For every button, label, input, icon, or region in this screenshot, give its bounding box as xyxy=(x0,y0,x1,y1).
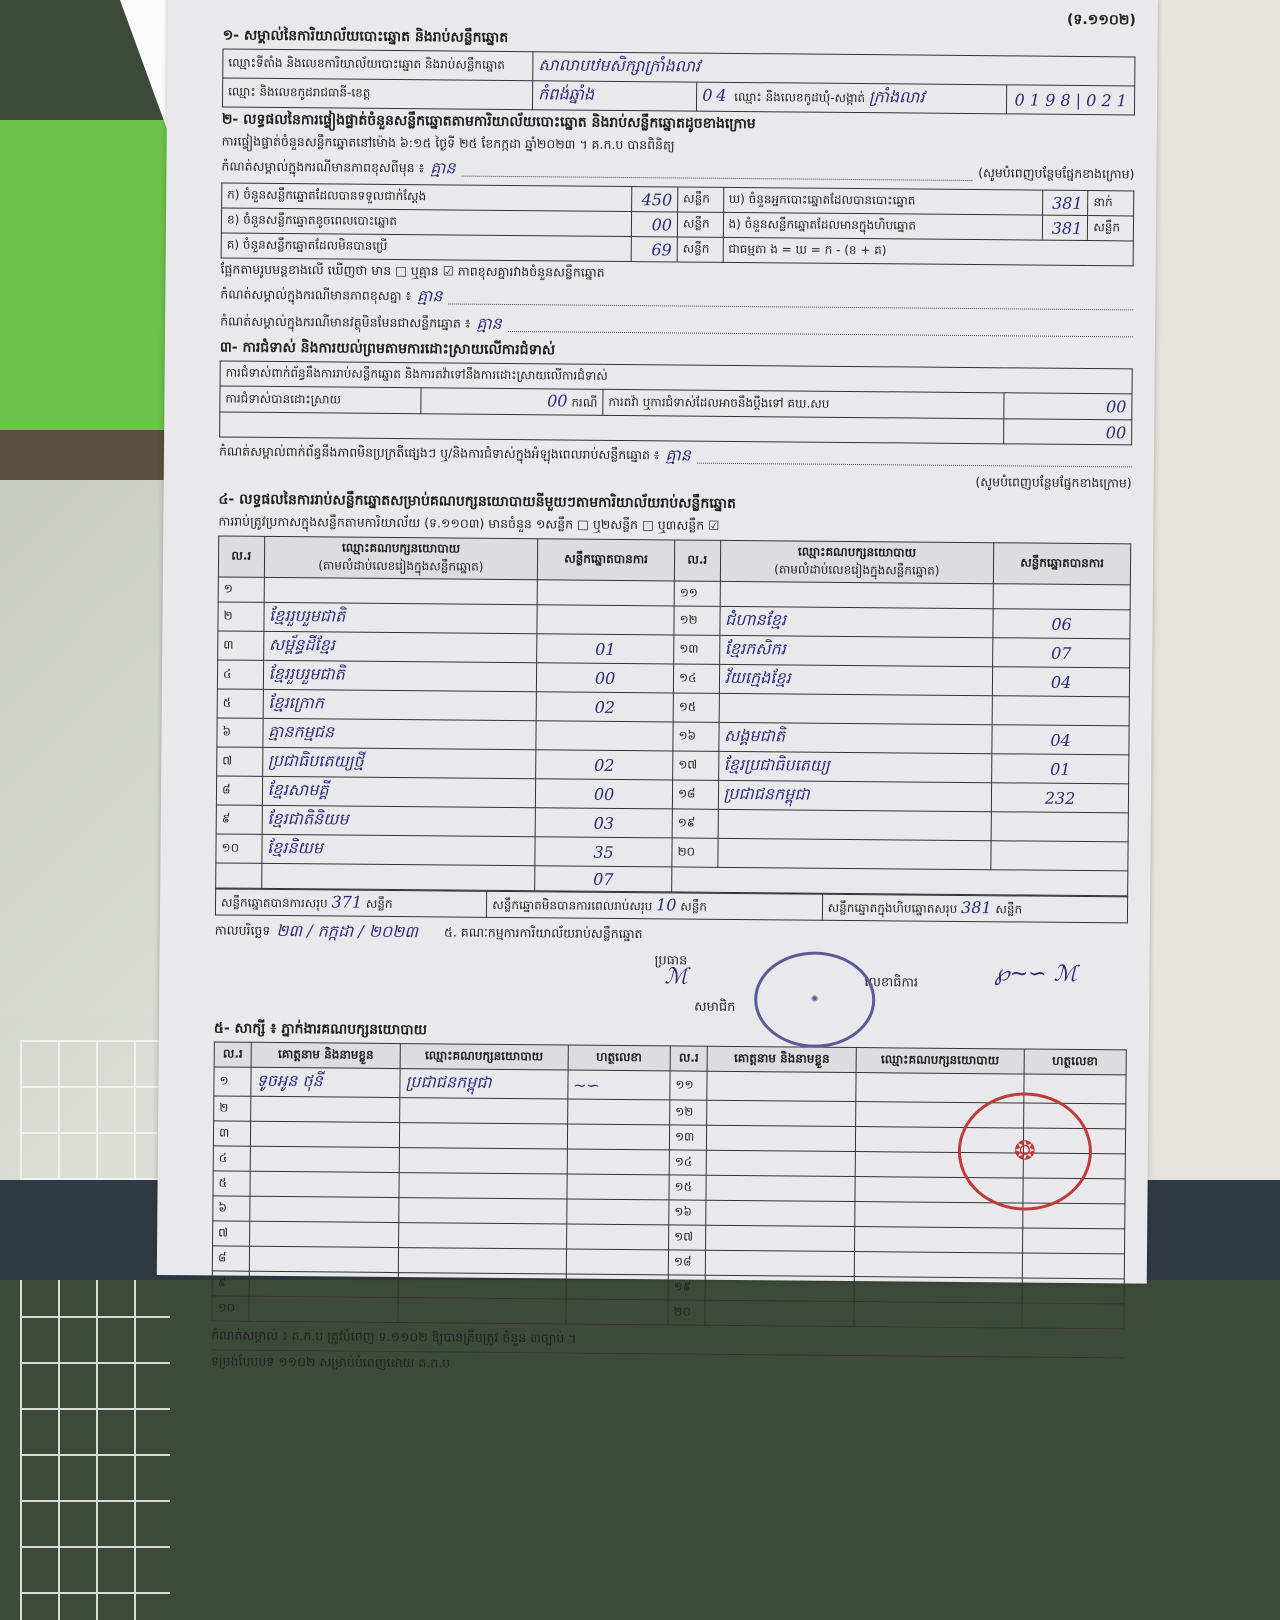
party-left-name xyxy=(264,577,538,604)
witness-right-no: ១៣ xyxy=(669,1125,706,1150)
part3-note-label: កំណត់សម្គាល់ពាក់ព័ន្ធនឹងភាពមិនប្រក្រតីផ្សេងៗ ឬ/និងការជំទាស់ក្នុងអំឡុងពេលរាប់សន្លឹកឆ្នោត ៖ xyxy=(218,442,660,462)
row-a-label: ក) ចំនួនសន្លឹកឆ្នោតដែលបានទទួលជាក់ស្តែង xyxy=(222,183,633,212)
party-right-name xyxy=(720,581,994,608)
party-right-name: វ័យក្មេងខ្មែរ xyxy=(719,664,993,695)
objection-header: ការជំទាស់ពាក់ព័ន្ធនឹងការរាប់សន្លឹកឆ្នោត និងការតវ៉ាទៅនឹងការដោះស្រាយលើការជំទាស់ xyxy=(220,361,1132,394)
witness-left-party xyxy=(399,1198,567,1224)
witness-right-no: ២០ xyxy=(668,1300,705,1325)
party-left-votes: 00 xyxy=(536,779,673,809)
witness-right-name xyxy=(705,1300,854,1326)
objection-table xyxy=(219,360,1133,445)
commune-label: ឈ្មោះ និងលេខកូដឃុំ-សង្កាត់ xyxy=(734,89,866,106)
witness-right-no: ១៧ xyxy=(668,1225,705,1250)
party-right-no: ១៩ xyxy=(672,809,718,838)
commune-code-0: 0 xyxy=(1014,89,1025,109)
witness-right-name xyxy=(707,1100,856,1126)
chair-signature: ℳ xyxy=(664,964,689,990)
witness-left-party xyxy=(400,1123,568,1149)
w-col-name-left: គោត្តនាម និងនាមខ្លួន xyxy=(251,1042,400,1068)
witness-right-sign xyxy=(1022,1228,1125,1254)
footer-note: កំណត់សម្គាល់ ៖ គ.ក.ប ត្រូវបំពេញ ទ.១១០២ ឱ្យបានត្រឹមត្រូវ ចំនួន ៣ច្បាប់ ។ xyxy=(211,1327,577,1346)
party-left-no: ៦ xyxy=(217,718,263,747)
party-left-no: ១ xyxy=(218,577,264,602)
witness-left-name xyxy=(250,1221,399,1247)
appeal-label: ការតវ៉ា ឬការជំទាស់ដែលអាចនឹងប្តឹងទៅ គឃ.សប xyxy=(603,389,1005,419)
diff-note-value: គ្មាន xyxy=(417,286,443,306)
party-left-votes: 03 xyxy=(535,808,672,838)
witness-right-party xyxy=(854,1277,1022,1303)
witness-left-name xyxy=(250,1171,399,1197)
part4-sub-line: ការរាប់ត្រូវប្រកាសក្នុងសន្លឹកតាមការិយាល័យ (ទ.១១០៣) មានចំនួន ១សន្លឹក □ ឬ២សន្លឹក □ ឬ៣សន្លឹក ☑ xyxy=(218,513,720,533)
station-info-table: ឈ្មោះទីតាំង និងលេខការិយាល័យបោះឆ្នោត និងរាប់សន្លឹកឆ្នោត សាលាបឋមសិក្សាក្រាំងលាវ ឈ្មោះ និងលេខកូដរាជធានី-ខេត្ត កំពង់ឆ្នាំង 0 4 ឈ្មោះ និងលេខកូដឃុំ-សង្កាត់ ក្រាំងលាវ 0 1 9 8 | 0 2 1 xyxy=(222,48,1135,115)
witness-right-name xyxy=(706,1150,855,1176)
witness-left-no: ៥ xyxy=(213,1171,250,1196)
col-party-left: ឈ្មោះគណបក្សនយោបាយ xyxy=(341,540,461,556)
witness-left-party: ប្រជាជនកម្ពុជា xyxy=(400,1069,568,1099)
party-right-name: ប្រជាជនកម្ពុជា xyxy=(718,780,992,811)
witness-left-sign xyxy=(567,1099,670,1125)
station-code-2: 1 xyxy=(1116,90,1127,110)
party-right-votes: 04 xyxy=(992,725,1129,755)
party-right-votes xyxy=(992,696,1129,726)
party-right-no: ១៨ xyxy=(672,780,718,809)
party-right-no: ១៦ xyxy=(673,722,719,751)
ballot-summary-table xyxy=(221,182,1135,266)
witness-left-name xyxy=(251,1121,400,1147)
witness-right-name xyxy=(705,1275,854,1301)
party-left-extra-name xyxy=(261,863,535,890)
witness-left-name xyxy=(249,1296,398,1322)
total-invalid-label: សន្លឹកឆ្នោតមិនបានការពេលរាប់សរុប xyxy=(492,897,653,914)
witness-left-party xyxy=(400,1098,568,1124)
party-right-no: ២០ xyxy=(672,838,718,867)
witness-left-sign xyxy=(566,1224,669,1250)
signature-area xyxy=(214,946,1128,1024)
total-box-value: 381 xyxy=(960,897,992,918)
party-left-votes xyxy=(536,721,673,751)
witness-left-no: ៤ xyxy=(213,1146,250,1171)
party-right-votes: 07 xyxy=(993,638,1130,668)
province-code-1: 4 xyxy=(716,85,727,105)
party-right-name: ខ្មែរកសិករ xyxy=(719,635,993,666)
party-right-name: ជំហានខ្មែរ xyxy=(719,606,993,637)
witness-left-name xyxy=(250,1146,399,1172)
station-code-0: 0 xyxy=(1086,90,1097,110)
date-label: កាលបរិច្ឆេទ xyxy=(214,921,271,938)
witness-left-party xyxy=(399,1173,567,1199)
party-right-no: ១៥ xyxy=(673,693,719,722)
party-left-no: ៤ xyxy=(217,660,263,689)
witness-right-party xyxy=(854,1252,1022,1278)
witness-left-name xyxy=(249,1271,398,1297)
committee-seal: ✺ xyxy=(754,951,876,1048)
party-left-name: ខ្មែរជាតិនិយម xyxy=(262,805,536,836)
ballot-count-form xyxy=(157,0,1158,1371)
witness-right-no: ១៤ xyxy=(669,1150,706,1175)
appeal-value-1: 00 xyxy=(1105,397,1127,417)
witness-left-no: ៧ xyxy=(213,1221,250,1246)
part2-title: ២- លទ្ធផលនៃការផ្ទៀងផ្ទាត់ចំនួនសន្លឹកឆ្នោតតាមការិយាល័យបោះឆ្នោត និងរាប់សន្លឹកឆ្នោតដូចខាងក្រោម xyxy=(221,111,756,133)
row-e-unit: សន្លឹក xyxy=(1088,216,1134,241)
party-left-name: សម្ព័ន្ធដីខ្មែរ xyxy=(263,631,537,662)
col-votes-right: សន្លឹកឆ្នោតបានការ xyxy=(994,543,1131,585)
party-left-name: ប្រជាធិបតេយ្យថ្មី xyxy=(262,747,536,778)
witness-left-no: ៦ xyxy=(213,1196,250,1221)
witness-left-no: ១០ xyxy=(212,1296,249,1321)
resolved-value: 00 xyxy=(547,391,568,411)
party-right-votes xyxy=(991,841,1128,871)
party-left-no: ៣ xyxy=(218,631,264,660)
party-left-no: ៥ xyxy=(217,689,263,718)
party-left-no: ២ xyxy=(218,602,264,631)
row-c-unit: សន្លឹក xyxy=(677,237,723,262)
party-left-name: ខ្មែរក្រោក xyxy=(263,689,537,720)
witness-left-no: ៣ xyxy=(213,1121,250,1146)
witness-right-name xyxy=(706,1200,855,1226)
commune-value: ក្រាំងលាវ xyxy=(868,87,925,107)
irreg-note-value: គ្មាន xyxy=(476,313,502,333)
row-b-value: 00 xyxy=(632,212,678,237)
witness-left-sign xyxy=(567,1174,670,1200)
party-right-no: ១៤ xyxy=(673,664,719,693)
province-value: កំពង់ឆ្នាំង xyxy=(533,81,697,111)
formula: ជាធម្មតា ង = ឃ = ក - (ខ + គ) xyxy=(723,237,1134,266)
party-left-no: ៨ xyxy=(216,776,262,805)
polling-label: ឈ្មោះទីតាំង និងលេខការិយាល័យបោះឆ្នោត និងរាប់សន្លឹកឆ្នោត xyxy=(223,49,533,81)
member-label: សមាជិក xyxy=(694,999,736,1015)
part5-title: ៥- សាក្សី ៖ ភ្នាក់ងារគណបក្សនយោបាយ xyxy=(213,1020,428,1039)
col-party-right: ឈ្មោះគណបក្សនយោបាយ xyxy=(797,544,917,560)
row-d-unit: នាក់ xyxy=(1088,191,1134,216)
witness-left-party xyxy=(398,1248,566,1274)
witness-right-no: ១១ xyxy=(670,1071,707,1100)
province-label: ឈ្មោះ និងលេខកូដរាជធានី-ខេត្ត xyxy=(222,78,532,110)
row-a-unit: សន្លឹក xyxy=(678,187,724,212)
total-valid-unit: សន្លឹក xyxy=(365,896,393,911)
party-right-votes: 04 xyxy=(993,667,1130,697)
party-left-extra-votes: 07 xyxy=(535,866,672,892)
compare-line: ផ្អែកតាមរូបមន្តខាងលើ ឃើញថា មាន □ ឬគ្មាន ☑ ភាពខុសគ្នារវាងចំនួនសន្លឹកឆ្នោត xyxy=(220,261,605,280)
party-left-votes: 35 xyxy=(535,837,672,867)
col-no-left: ល.រ xyxy=(218,536,264,577)
w-col-no-right: ល.រ xyxy=(670,1046,707,1071)
resolved-label: ការជំទាស់បានដោះស្រាយ xyxy=(220,386,421,414)
part4-title: ៤- លទ្ធផលនៃការរាប់សន្លឹកឆ្នោតសម្រាប់គណបក្សនយោបាយនីមួយៗតាមការិយាល័យរាប់សន្លឹកឆ្នោត xyxy=(218,491,736,512)
diff-note-label: កំណត់សម្គាល់ក្នុងករណីមានភាពខុសគ្នា ៖ xyxy=(220,285,412,303)
col-party-sub-left: (តាមលំដាប់លេខរៀងក្នុងសន្លឹកឆ្នោត) xyxy=(318,558,484,574)
party-right-votes xyxy=(993,584,1130,610)
part1-title: ១- សម្គាល់នៃការិយាល័យបោះឆ្នោត និងរាប់សន្លឹកឆ្នោត xyxy=(222,27,509,46)
party-right-no: ១៧ xyxy=(673,751,719,780)
witness-left-no: ២ xyxy=(214,1096,251,1121)
party-left-votes xyxy=(537,580,674,606)
witness-left-party xyxy=(398,1273,566,1299)
party-left-votes: 02 xyxy=(536,692,673,722)
party-right-name xyxy=(718,809,992,840)
w-col-sign-left: ហត្ថលេខា xyxy=(568,1045,671,1071)
witness-right-name xyxy=(706,1175,855,1201)
party-right-no: ១៣ xyxy=(674,635,720,664)
part3-title: ៣- ការជំទាស់ និងការយល់ព្រមតាមការដោះស្រាយលើការជំទាស់ xyxy=(219,339,556,359)
commune-code-3: 8 xyxy=(1060,90,1071,110)
party-left-name: គ្មានកម្មជន xyxy=(262,718,536,749)
row-b-unit: សន្លឹក xyxy=(677,212,723,237)
row-c-value: 69 xyxy=(632,237,678,262)
witness-left-name xyxy=(250,1246,399,1272)
witness-right-no: ១៦ xyxy=(669,1200,706,1225)
witness-left-no: ៨ xyxy=(212,1246,249,1271)
witness-left-name xyxy=(250,1196,399,1222)
party-right-no: ១២ xyxy=(674,606,720,635)
party-left-no: ៩ xyxy=(216,805,262,834)
footer-form: ទម្រង់បែបបទ ១១០២ សម្រាប់បំពេញដោយ គ.ក.ប xyxy=(210,1353,451,1371)
witness-left-name: ទូចអូន ថុនី xyxy=(251,1067,400,1097)
chair-label: ប្រធាន xyxy=(654,953,688,969)
witness-right-no: ១៨ xyxy=(668,1250,705,1275)
w-col-no-left: ល.រ xyxy=(214,1042,251,1067)
party-right-votes: 06 xyxy=(993,609,1130,639)
secretary-label: លេខាធិការ xyxy=(864,975,919,991)
witness-left-sign xyxy=(567,1149,670,1175)
row-e-value: 381 xyxy=(1042,215,1088,240)
party-left-votes: 01 xyxy=(537,634,674,664)
witness-left-sign xyxy=(566,1274,669,1300)
party-right-no: ១១ xyxy=(674,581,720,606)
witness-right-no: ១៩ xyxy=(668,1275,705,1300)
row-d-label: ឃ) ចំនួនអ្នកបោះឆ្នោតដែលបានបោះឆ្នោត xyxy=(723,187,1042,215)
witness-left-name xyxy=(251,1096,400,1122)
party-votes-table xyxy=(215,535,1131,896)
red-official-stamp: ❂ xyxy=(957,1092,1092,1211)
witness-right-name xyxy=(707,1125,856,1151)
witness-right-no: ១៥ xyxy=(669,1175,706,1200)
row-c-label: គ) ចំនួនសន្លឹកឆ្នោតដែលមិនបានប្រើ xyxy=(221,233,632,262)
total-box-unit: សន្លឹក xyxy=(995,902,1023,917)
note-label: កំណត់សម្គាល់ក្នុងករណីមានភាពខុសពីមុន ៖ xyxy=(221,157,425,175)
total-invalid-value: 10 xyxy=(656,895,677,915)
party-left-votes xyxy=(537,605,674,635)
witness-right-no: ១២ xyxy=(670,1100,707,1125)
note-value: គ្មាន xyxy=(430,158,456,178)
party-left-no: ១០ xyxy=(216,834,262,863)
party-left-votes: 00 xyxy=(537,663,674,693)
party-left-votes: 02 xyxy=(536,750,673,780)
party-right-name xyxy=(719,693,993,724)
witness-left-party xyxy=(399,1223,567,1249)
witness-right-sign xyxy=(1021,1303,1124,1329)
time-line: ការផ្ទៀងផ្ទាត់ចំនួនសន្លឹកឆ្នោតនៅម៉ោង ៦:១៥ ថ្ងៃទី ២៥ ខែកក្កដា ឆ្នាំ២០២៣ ។ គ.ក.ប បានពិនិត្យ xyxy=(221,133,675,153)
witness-left-sign xyxy=(567,1124,670,1150)
w-col-name-right: គោត្តនាម និងនាមខ្លួន xyxy=(707,1046,856,1072)
secretary-signature: ℘~∽ ℳ xyxy=(994,961,1078,987)
witness-left-sign: ~∽ xyxy=(567,1070,670,1100)
row-b-label: ខ) ចំនួនសន្លឹកឆ្នោតខូចពេលបោះឆ្នោត xyxy=(221,208,632,237)
row-e-label: ង) ចំនួនសន្លឹកឆ្នោតដែលមានក្នុងហិបឆ្នោត xyxy=(723,212,1042,240)
party-right-votes xyxy=(991,812,1128,842)
date-value: ២៣ / កក្កដា / ២០២៣ xyxy=(276,920,419,942)
form-code: (ទ.១១០២) xyxy=(1067,11,1136,29)
witness-left-party xyxy=(399,1148,567,1174)
row-d-value: 381 xyxy=(1042,190,1088,215)
party-right-name xyxy=(717,838,991,869)
fill-hint: (សូមបំពេញបន្ថែមផ្នែកខាងក្រោម) xyxy=(978,164,1135,181)
col-no-right: ល.រ xyxy=(674,540,720,581)
w-col-party-right: ឈ្មោះគណបក្សនយោបាយ xyxy=(856,1048,1024,1074)
party-right-name: ខ្មែរប្រជាធិបតេយ្យ xyxy=(718,751,992,782)
w-col-sign-right: ហត្ថលេខា xyxy=(1024,1049,1127,1075)
witness-left-sign xyxy=(566,1199,669,1225)
part3-note-value: គ្មាន xyxy=(665,445,691,465)
party-left-name: ខ្មែរនិយម xyxy=(261,834,535,865)
witness-left-party xyxy=(398,1298,566,1324)
total-invalid-unit: សន្លឹក xyxy=(680,899,708,914)
party-left-name: ខ្មែរសាមគ្គី xyxy=(262,776,536,807)
resolved-unit: ករណី xyxy=(571,395,598,410)
total-valid-value: 371 xyxy=(331,892,363,912)
polling-value: សាលាបឋមសិក្សាក្រាំងលាវ xyxy=(533,52,1135,86)
witness-right-party xyxy=(854,1302,1022,1328)
irreg-note-label: កំណត់សម្គាល់ក្នុងករណីមានវត្ថុមិនមែនជាសន្លឹកឆ្នោត ៖ xyxy=(220,312,471,331)
party-right-votes: 232 xyxy=(992,783,1129,813)
party-right-name: សង្គមជាតិ xyxy=(718,722,992,753)
witness-right-name xyxy=(707,1071,856,1101)
party-left-name: ខ្មែររួបរួមជាតិ xyxy=(264,602,538,633)
witness-left-sign xyxy=(566,1249,669,1275)
witness-right-party xyxy=(855,1227,1023,1253)
witness-left-no: ៩ xyxy=(212,1271,249,1296)
station-code-1: 2 xyxy=(1101,90,1112,110)
province-code-0: 0 xyxy=(702,85,713,105)
witness-right-sign xyxy=(1022,1253,1125,1279)
witness-left-sign xyxy=(565,1299,668,1325)
w-col-party-left: ឈ្មោះគណបក្សនយោបាយ xyxy=(400,1044,568,1070)
party-right-votes: 01 xyxy=(992,754,1129,784)
witness-right-name xyxy=(705,1250,854,1276)
appeal-value-2: 00 xyxy=(1105,422,1127,442)
witness-right-name xyxy=(706,1225,855,1251)
col-votes-left: សន្លឹកឆ្នោតបានការ xyxy=(538,539,675,581)
part3-fill-hint: (សូមបំពេញបន្ថែមផ្នែកខាងក្រោម) xyxy=(975,474,1132,491)
witness-left-no: ១ xyxy=(214,1067,251,1096)
party-left-no: ៧ xyxy=(217,747,263,776)
row-a-value: 450 xyxy=(632,187,678,212)
total-valid-label: សន្លឹកឆ្នោតបានការសរុប xyxy=(220,895,328,911)
col-party-sub-right: (តាមលំដាប់លេខរៀងក្នុងសន្លឹកឆ្នោត) xyxy=(774,562,940,578)
commune-code-1: 1 xyxy=(1029,90,1041,110)
witness-right-sign xyxy=(1022,1278,1125,1304)
party-left-name: ខ្មែររួបរួមជាតិ xyxy=(263,660,537,691)
committee-label: ៥. គណៈកម្មការការិយាល័យរាប់សន្លឹកឆ្នោត xyxy=(443,923,643,941)
commune-code-2: 9 xyxy=(1045,90,1056,110)
total-box-label: សន្លឹកឆ្នោតក្នុងហិបឆ្នោតសរុប xyxy=(827,900,958,916)
